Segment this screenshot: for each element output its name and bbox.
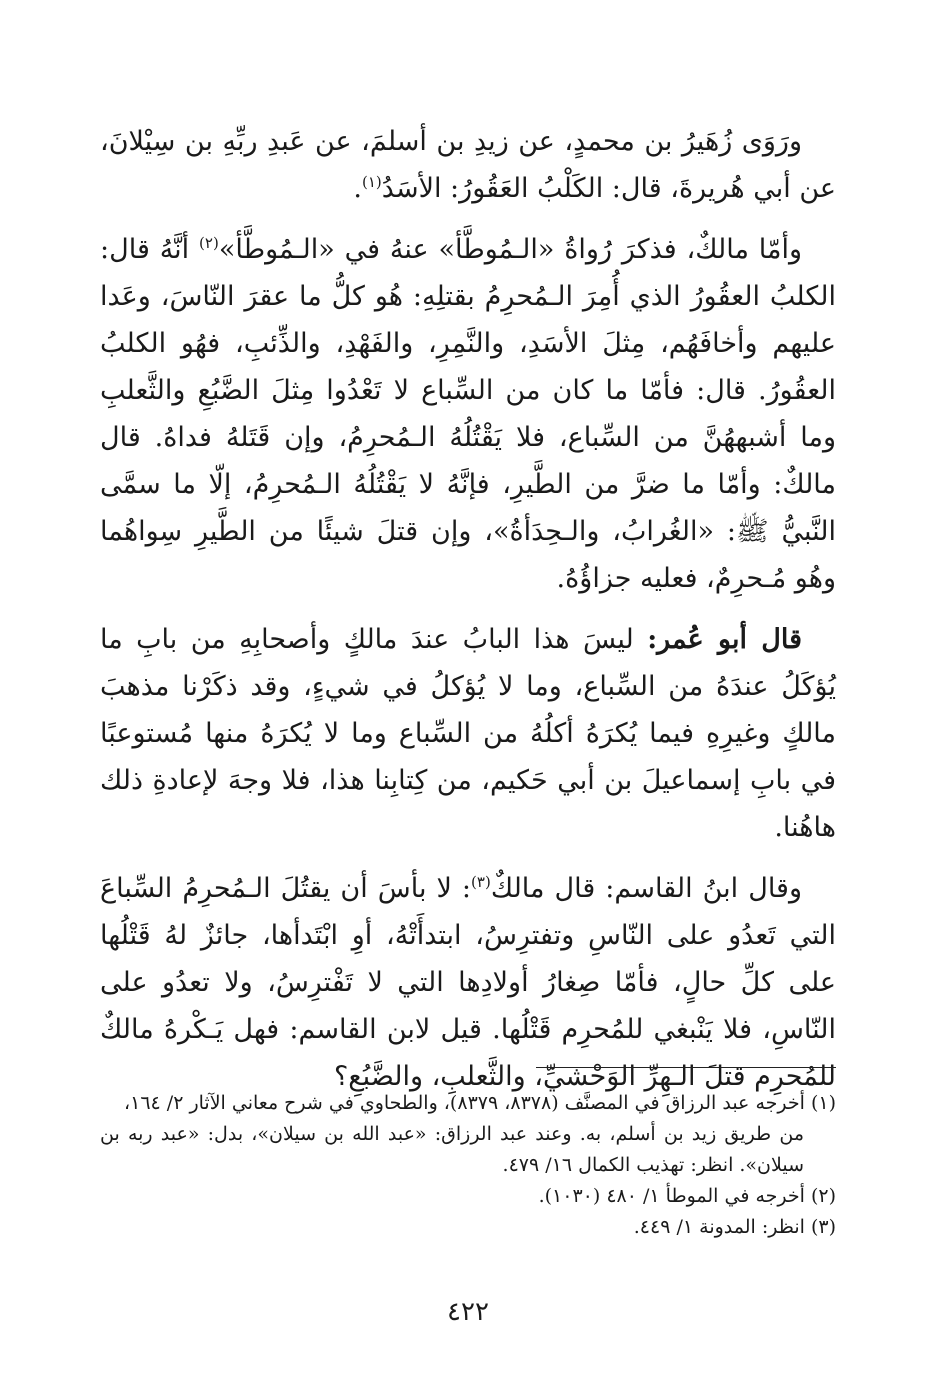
footnote-number: (٣) — [810, 1216, 836, 1238]
footnote-text: أخرجه عبد الرزاق في المصنَّف (٨٣٧٨، ٨٣٧٩)، والطحاوي في شرح معاني الآثار ٢/ ١٦٤، — [123, 1092, 805, 1114]
footnote-3 — [100, 1212, 836, 1243]
footnote-2 — [100, 1181, 836, 1212]
footnote-1-continuation: من طريق زيد بن أسلم، به. وعند عبد الرزاق: «عبد الله بن سيلان»، بدل: «عبد ربه بن سيلان». انظر: تهذيب الكمال ١٦/ ٤٧٩. — [100, 1123, 804, 1176]
footnote-ref-2[interactable]: (٢) — [199, 234, 219, 252]
paragraph-text: ورَوَى زُهَيرُ بن محمدٍ، عن زيدِ بن أسلمَ، عن عَبدِ ربِّهِ بن سِيْلانَ، عن أبي هُريرةَ، قال: الكَلْبُ العَقُورُ: الأسَدُ — [100, 126, 836, 204]
footnote-number: (٢) — [810, 1185, 836, 1207]
footnote-divider — [536, 1067, 836, 1068]
paragraph-4 — [100, 865, 836, 1100]
paragraph-text: وأمّا مالكٌ، فذكرَ رُواةُ «الـمُوطَّأ» عنهُ في «الـمُوطَّأ» — [218, 234, 802, 265]
paragraph-lead: قال أبو عُمر: — [647, 624, 802, 655]
paragraph-tail: أنَّهُ قال: الكلبُ العقُورُ الذي أُمِرَ الـمُحرِمُ بقتلِهِ: هُو كلُّ ما عقرَ النّاسَ، وعَدا عليهم وأخافَهُم، مِثلَ الأسَدِ، والنَّمِرِ، والفَهْدِ، والذِّئبِ، فهُو الكلبُ العقُورُ. قال: فأمّا ما كان من السِّباع لا تَعْدُوا مِثلَ الضَّبُعِ والثَّعلبِ وما أشبههُنَّ من السِّباع، فلا يَقْتُلُهُ الـمُحرِمُ، وإن قَتَلهُ فداهُ. قال مالكٌ: وأمّا ما ضرَّ من الطَّيرِ، فإنَّهُ لا يَقْتُلُهُ الـمُحرِمُ، إلّا ما سمَّى النَّبيُّ ﷺ: «الغُرابُ، والـحِدَأةُ»، وإن قتلَ شيئًا من الطَّيرِ سِواهُما وهُو مُـحرِمٌ، فعليه جزاؤُهُ. — [100, 234, 836, 594]
paragraph-text: وقال ابنُ القاسم: قال مالكٌ — [490, 873, 802, 904]
page-number: ٤٢٢ — [447, 1297, 489, 1327]
footnote-number: (١) — [810, 1092, 836, 1114]
footnote-text: انظر: المدونة ١/ ٤٤٩. — [633, 1216, 805, 1238]
footnote-text: أخرجه في الموطأ ١/ ٤٨٠ (١٠٣٠). — [538, 1185, 805, 1207]
paragraph-tail: . — [353, 173, 362, 204]
paragraph-3 — [100, 616, 836, 851]
paragraph-2 — [100, 226, 836, 602]
paragraph-text: ليسَ هذا البابُ عندَ مالكٍ وأصحابِهِ من بابِ ما يُؤكَلُ عندَهُ من السِّباع، وما لا يُؤكلُ في شيءٍ، وقد ذكَرْنا مذهبَ مالكٍ وغيرِهِ فيما يُكرَهُ أكلُهُ من السِّباع وما لا يُكرَهُ منها مُستوعبًا في بابِ إسماعيلَ بن أبي حَكيم، من كِتابِنا هذا، فلا وجهَ لإعادةِ ذلك هاهُنا. — [100, 624, 836, 843]
footnote-ref-1[interactable]: (١) — [362, 173, 382, 191]
footnote-ref-3[interactable]: (٣) — [471, 873, 491, 891]
footnote-1 — [100, 1088, 836, 1119]
paragraph-tail: : لا بأسَ أن يقتُلَ الـمُحرِمُ السِّباعَ التي تَعدُو على النّاسِ وتفترِسُ، ابتدأَتْهُ، أوِ ابْتَدأها، جائزٌ لهُ قَتْلُها على كلِّ حالٍ، فأمّا صِغارُ أولادِها التي لا تَفْترِسُ، ولا تعدُو على النّاسِ، فلا يَنْبغي للمُحرِم قَتْلُها. قيل لابن القاسم: فهل يَـكْرهُ مالكٌ للمُحرِم قتلَ الـهِرِّ الوَحْشيِّ، والثَّعلبِ، والضَّبُعِ؟ — [100, 873, 836, 1092]
footnotes-section — [100, 1088, 836, 1243]
paragraph-1 — [100, 118, 836, 212]
